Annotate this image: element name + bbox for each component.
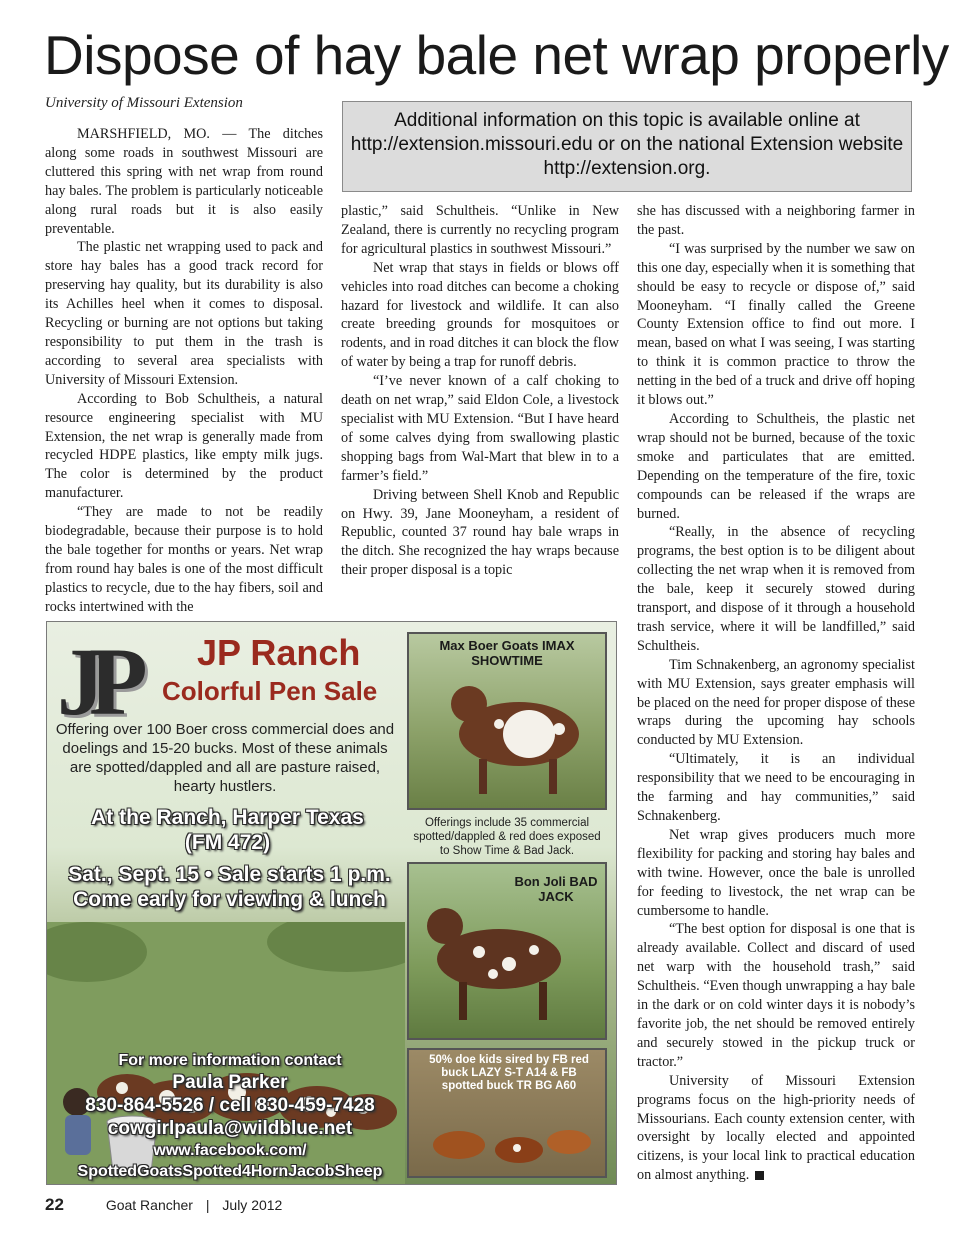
ad-date xyxy=(52,862,407,912)
paragraph: plastic,” said Schultheis. “Unlike in New Zealand, there is currently no recycling program for agricultural plastics in southwest Missouri.” xyxy=(341,203,619,257)
doe-kids-photo xyxy=(407,1048,607,1178)
paragraph: MARSHFIELD, MO. — The ditches along some roads in southwest Missouri are cluttered this spring with net wrap from round hay bales. The problem is particularly noticeable along rural roads but it is also easily preventable. xyxy=(45,126,323,237)
paragraph: “Ultimately, it is an individual responsibility that we need to be encouraging in the farming and hay communities,” said Schnakenberg. xyxy=(637,751,915,824)
contact-web: www.facebook.com/ xyxy=(153,1142,307,1159)
ad-location-line-1: At the Ranch, Harper Texas xyxy=(91,806,364,829)
photo-3-caption: 50% doe kids sired by FB red buck LAZY S-T A14 & FB spotted buck TR BG A60 xyxy=(429,1054,589,1092)
paragraph: According to Bob Schultheis, a natural resource engineering specialist with MU Extension, the net wrap is generally made from recycled HDPE plastics, like empty milk jugs. The color is determined by the product manufacturer. xyxy=(45,390,323,502)
paragraph: According to Schultheis, the plastic net wrap should not be burned, because of the toxic smoke and particulates that are emitted. Depending on the temperature of the fire, toxic compounds can be released if the wraps are burned. xyxy=(637,410,915,522)
page-footer xyxy=(45,1195,282,1215)
info-box xyxy=(342,101,912,192)
paragraph-final xyxy=(637,1072,915,1182)
paragraph: Driving between Shell Knob and Republic on Hwy. 39, Jane Mooneyham, a resident of Republic, counted 37 round hay bale wraps in the ditch. She recognized the hay wraps because their proper disposal is a topic xyxy=(341,486,619,579)
paragraph: Net wrap gives producers much more flexibility for packing and storing hay bales and with twine. However, once the bale is unrolled for feeding to livestock, the net wrap can be cumbersome to handle. xyxy=(637,826,915,919)
ad-subtitle: Colorful Pen Sale xyxy=(162,676,378,706)
contact-heading: For more information contact xyxy=(118,1052,342,1069)
ad-date-line-2: Come early for viewing & lunch xyxy=(73,888,386,911)
paragraph: Tim Schnakenberg, an agronomy specialist with MU Extension, says greater emphasis will be placed on the need for proper dispose of these wraps during the upcoming hay schools conducted by MU Extension. xyxy=(637,656,915,749)
article-column-1 xyxy=(45,125,323,615)
jp-ranch-advertisement xyxy=(46,621,617,1185)
bon-joli-goat-photo xyxy=(407,862,607,1040)
photo-1-caption: Max Boer Goats IMAX SHOWTIME xyxy=(439,638,575,668)
footer-separator: | xyxy=(205,1197,210,1213)
paragraph: Net wrap that stays in fields or blows off vehicles into road ditches can become a choking hazard for livestock and wildlife. It can also create breeding grounds for mosquitoes or rodents, and in road ditches it can block the flow of water by being a trap for runoff debris. xyxy=(341,259,619,371)
publication-name: Goat Rancher xyxy=(105,1197,193,1213)
ad-contact xyxy=(55,1050,405,1182)
contact-name: Paula Parker xyxy=(172,1072,288,1093)
ad-location xyxy=(55,805,400,855)
end-mark-icon xyxy=(755,1171,764,1180)
paragraph: The plastic net wrapping used to pack and store hay bales has a good track record for preserving hay quality, but its durability is also its Achilles heel when it comes to disposal. Recycling or burning are not options but taking responsibility to put them in the trash is according to several area specialists with University of Missouri Extension. xyxy=(45,239,323,388)
paragraph: “The best option for disposal is one that is already available. Collect and discard of used net warp with the household trash,” said Schultheis. “Even though unwrapping a hay bale in the dark or on cold winter days it is nobody’s favorite job, the net should be removed entirely and securely stowed in the pickup truck or tractor.” xyxy=(637,921,915,1070)
paragraph: “I’ve never known of a calf choking to death on net wrap,” said Eldon Cole, a livestock specialist with MU Extension. “But I have heard of some calves dying from swallowing plastic shopping bags from Wal-Mart that blew in to a farmer’s field.” xyxy=(341,373,619,484)
photo-2-caption: Bon Joli BAD JACK xyxy=(514,874,598,904)
ad-title: JP Ranch xyxy=(197,632,361,673)
paragraph-final-text: University of Missouri Extension programs focus on the high-priority needs of Missourians. Each county extension center, with oversight by locally elected and appointed citizens, is your local link to practical education on almost anything. xyxy=(637,1072,915,1182)
paragraph: “They are made to not be readily biodegradable, because their purpose is to hold the bale together for months or years. Net wrap from round hay bales is one of the most difficult plastics to recycle, due to the hay fibers, soil and rocks intertwined with the xyxy=(45,504,323,615)
byline: University of Missouri Extension xyxy=(45,95,243,111)
headline: Dispose of hay bale net wrap properly xyxy=(44,24,949,86)
ad-offerings-text: Offerings include 35 commercial spotted/dappled & red does exposed to Show Time & Bad Jack. xyxy=(413,817,601,857)
info-box-text: Additional information on this topic is available online at http://extension.missouri.edu or on the national Extension website http://extension.org. xyxy=(350,110,904,179)
max-boer-goat-photo xyxy=(407,632,607,810)
page-number: 22 xyxy=(45,1195,64,1214)
ad-offer-text: Offering over 100 Boer cross commercial does and doelings and 15-20 bucks. Most of these animals are spotted/dappled and all are pasture raised, hearty hustlers. xyxy=(55,721,395,795)
paragraph: “Really, in the absence of recycling programs, the best option is to be diligent about collecting the net wrap when it is removed from the bale, keep it securely stowed during transport, and dispose of it through a household trash service, where it will be landfilled,” said Schultheis. xyxy=(637,524,915,654)
ad-date-line-1: Sat., Sept. 15 • Sale starts 1 p.m. xyxy=(68,863,391,886)
article-column-3 xyxy=(637,202,915,1182)
contact-email: cowgirlpaula@wildblue.net xyxy=(107,1118,353,1139)
contact-phones: 830-864-5526 / cell 830-459-7428 xyxy=(85,1095,375,1116)
issue-date: July 2012 xyxy=(222,1197,283,1213)
paragraph: she has discussed with a neighboring farmer in the past. xyxy=(637,203,915,238)
paragraph: “I was surprised by the number we saw on this one day, especially when it is something that should be easy to recycle or dispose of,” said Mooneyham. “I finally called the Greene County Extension office to find out more. I mean, based on what I was seeing, I was starting to think it is common practice to throw the netting in the bed of a truck and drive off hoping it blows out.” xyxy=(637,240,915,409)
contact-page: SpottedGoatsSpotted4HornJacobSheep xyxy=(77,1163,383,1180)
article-column-2 xyxy=(341,202,619,616)
jp-ranch-logo: JP xyxy=(57,628,132,735)
ad-location-line-2: (FM 472) xyxy=(184,831,271,854)
